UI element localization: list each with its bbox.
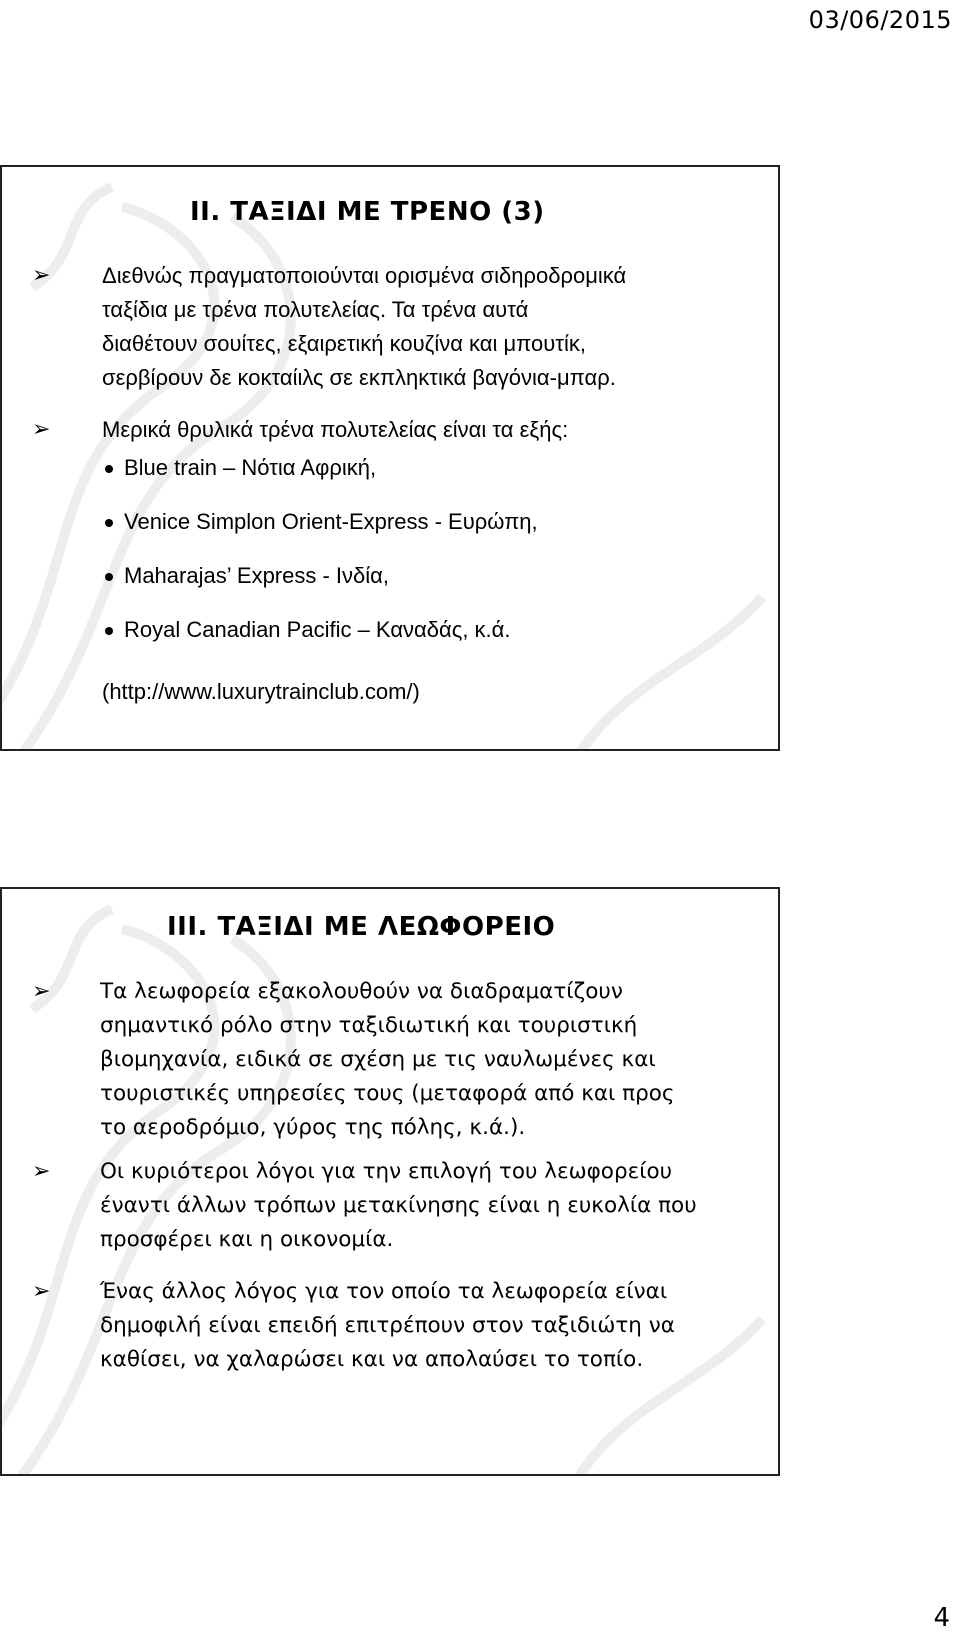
arrow-bullet-icon: ➢ [32, 979, 51, 1004]
slide-bus [0, 887, 780, 1476]
slide-title: II. ΤΑΞΙΔΙ ΜΕ ΤΡΕΝΟ (3) [190, 197, 545, 227]
slide-background-swirl [2, 167, 780, 751]
bullet-dot-icon [105, 573, 113, 581]
paragraph: Διεθνώς πραγματοποιούνται ορισμένα σιδηροδρομικά ταξίδια με τρένα πολυτελείας. Τα τρένα αυτά διαθέτουν σουίτες, εξαιρετική κουζίνα και μπουτίκ, σερβίρουν δε κοκταίιλς σε εκπληκτικά βαγόνια-μπαρ. [102, 263, 627, 390]
bullet-dot-icon [105, 519, 113, 527]
bullet-dot-icon [105, 627, 113, 635]
paragraph: Μερικά θρυλικά τρένα πολυτελείας είναι τα εξής: [102, 417, 569, 442]
list-item-text: Royal Canadian Pacific – Καναδάς, κ.ά. [124, 617, 511, 642]
paragraph: Τα λεωφορεία εξακολουθούν να διαδραματίζουν σημαντικό ρόλο στην ταξιδιωτική και τουριστική βιομηχανία, ειδικά σε σχέση με τις ναυλωμένες και τουριστικές υπηρεσίες τους (μεταφορά από και προς το αεροδρόμιο, γύρος της πόλης, κ.ά.). [100, 979, 675, 1140]
arrow-bullet-icon: ➢ [32, 417, 51, 442]
slide-train [0, 165, 780, 751]
source-link[interactable]: (http://www.luxurytrainclub.com/) [102, 679, 420, 704]
paragraph: Οι κυριότεροι λόγοι για την επιλογή του λεωφορείου έναντι άλλων τρόπων μετακίνησης είναι η ευκολία που προσφέρει και η οικονομία. [100, 1159, 697, 1252]
list-item-text: Blue train – Νότια Αφρική, [124, 455, 377, 480]
arrow-bullet-icon: ➢ [32, 263, 51, 288]
arrow-bullet-icon: ➢ [32, 1279, 51, 1304]
arrow-bullet-icon: ➢ [32, 1159, 51, 1184]
slide-title: ΙΙΙ. ΤΑΞΙΔΙ ΜΕ ΛΕΩΦΟΡΕΙΟ [167, 912, 556, 942]
bullet-dot-icon [105, 465, 113, 473]
list-item-text: Maharajas’ Express - Ινδία, [124, 563, 389, 588]
list-item-text: Venice Simplon Orient-Express - Ευρώπη, [124, 509, 538, 534]
header-date: 03/06/2015 [808, 6, 952, 34]
paragraph: Ένας άλλος λόγος για τον οποίο τα λεωφορεία είναι δημοφιλή είναι επειδή επιτρέπουν στον ταξιδιώτη να καθίσει, να χαλαρώσει και να απολαύσει το τοπίο. [100, 1279, 675, 1372]
page-number: 4 [933, 1603, 950, 1633]
